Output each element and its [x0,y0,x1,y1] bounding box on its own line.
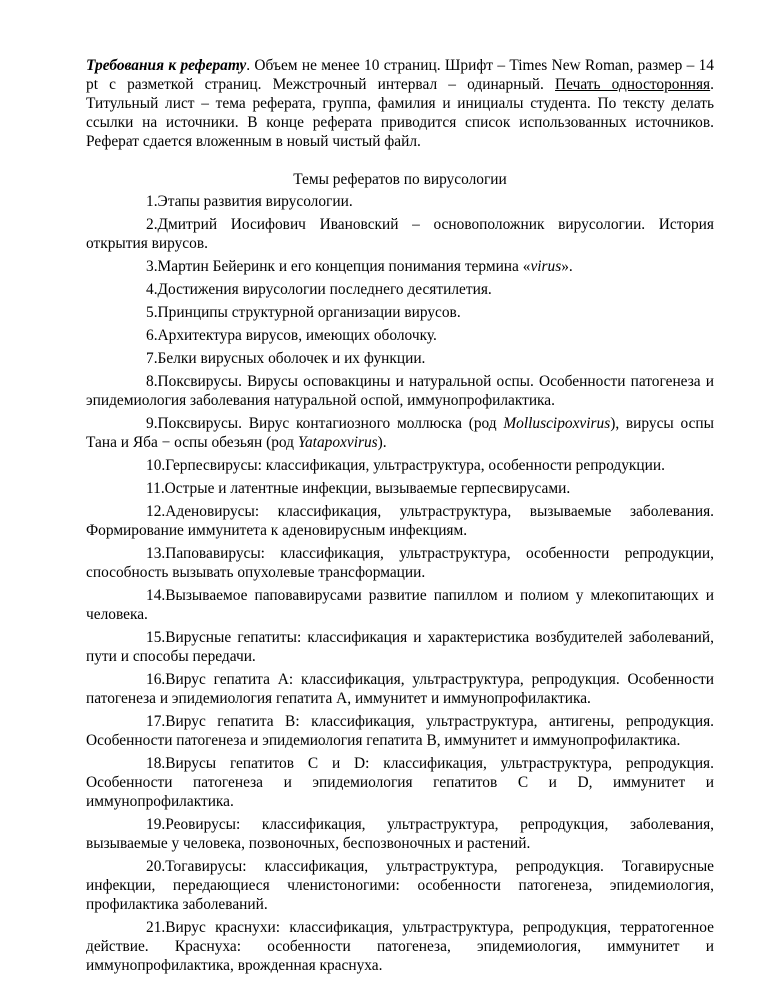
topic-text: Вирус краснухи: классификация, ультраструктура, репродукция, терратогенное действие. Краснуха: особенности патогенеза, эпидемиология, иммунитет и иммунопрофилактика, врожденная краснуха. [86,919,714,974]
topic-text: Паповавирусы: классификация, ультраструктура, особенности репродукции, способность вызывать опухолевые трансформации. [86,545,714,581]
requirements-paragraph [86,56,714,151]
topic-text: Достижения вирусологии последнего десятилетия. [157,281,492,298]
topic-text: Тогавирусы: классификация, ультраструктура, репродукция. Тогавирусные инфекции, передающиеся членистоногими: особенности патогенеза, эпидемиология, профилактика заболеваний. [86,858,714,913]
topic-number: 6. [146,327,158,344]
requirements-text-2: . Титульный лист – тема реферата, группа, фамилия и инициалы студента. По тексту делать ссылки на источники. В конце реферата приводится список использованных источников. Реферат сдается вложенным в новый чистый файл. [86,76,714,150]
topic-text: Дмитрий Иосифович Ивановский – основоположник вирусологии. История открытия вирусов. [86,216,714,252]
topic-item [86,544,714,582]
topic-text: Вирусы гепатитов С и D: классификация, ультраструктура, репродукция. Особенности патогенеза и эпидемиология гепатитов С и D, иммунитет и иммунопрофилактика. [86,755,714,810]
topic-item [86,303,714,322]
topics-title: Темы рефератов по вирусологии [293,171,507,188]
topic-number: 1. [146,193,158,210]
topics-list [86,192,714,975]
topic-item [86,586,714,624]
topic-item [86,349,714,368]
topic-text: ), вирусы оспы Тана и Яба − оспы обезьян (род [86,415,714,451]
topic-item [86,857,714,914]
topic-number: 8. [146,373,158,390]
topic-item [86,215,714,253]
topic-number: 11. [146,480,165,497]
topic-item [86,414,714,452]
topic-item [86,815,714,853]
topic-number: 21. [146,919,166,936]
topic-text: ». [561,258,573,275]
topic-number: 13. [146,545,166,562]
topic-item [86,502,714,540]
topic-text: Вирусные гепатиты: классификация и характеристика возбудителей заболеваний, пути и способы передачи. [86,629,714,665]
topic-number: 4. [146,281,158,298]
topic-number: 9. [146,415,158,432]
topic-number: 19. [146,816,166,833]
topic-number: 2. [146,216,158,233]
topic-italic: Molluscipoxvirus [503,415,611,432]
topic-item [86,479,714,498]
topic-item [86,628,714,666]
topic-item [86,670,714,708]
requirements-text-1: . Объем не менее 10 страниц. Шрифт – Times New Roman, размер – 14 pt с разметкой страниц. Межстрочный интервал – одинарный. [86,57,714,93]
topic-text: Поксвирусы. Вирусы осповакцины и натуральной оспы. Особенности патогенеза и эпидемиология заболевания натуральной оспой, иммунопрофилактика. [86,373,714,409]
topic-number: 18. [146,755,166,772]
topic-number: 10. [146,457,166,474]
topic-number: 20. [146,858,166,875]
topic-italic: Yatapoxvirus [297,434,378,451]
topic-text: Аденовирусы: классификация, ультраструктура, вызываемые заболевания. Формирование иммунитета к аденовирусным инфекциям. [86,503,714,539]
topic-item [86,257,714,276]
requirements-underlined: Печать односторонняя [555,76,711,93]
topic-text: Мартин Бейеринк и его концепция понимания термина « [157,258,531,275]
topic-number: 17. [146,713,166,730]
topic-item [86,456,714,475]
topic-text: Белки вирусных оболочек и их функции. [157,350,426,367]
topic-italic: virus [530,258,562,275]
topic-item [86,754,714,811]
topic-text: Вирус гепатита В: классификация, ультраструктура, антигены, репродукция. Особенности патогенеза и эпидемиология гепатита В, иммунитет и иммунопрофилактика. [86,713,714,749]
topic-number: 16. [146,671,166,688]
topic-number: 3. [146,258,158,275]
topic-item [86,280,714,299]
topic-text: Острые и латентные инфекции, вызываемые герпесвирусами. [164,480,571,497]
topic-item [86,712,714,750]
topic-text: Этапы развития вирусологии. [157,193,353,210]
topic-item [86,372,714,410]
topic-text: Архитектура вирусов, имеющих оболочку. [157,327,437,344]
topic-text: Принципы структурной организации вирусов. [157,304,461,321]
topic-item [86,326,714,345]
topic-number: 7. [146,350,158,367]
topic-text: ). [377,434,387,451]
topic-text: Вирус гепатита А: классификация, ультраструктура, репродукция. Особенности патогенеза и эпидемиология гепатита А, иммунитет и иммунопрофилактика. [86,671,714,707]
topic-item [86,918,714,975]
topic-number: 5. [146,304,158,321]
topic-item [86,192,714,211]
topic-text: Герпесвирусы: классификация, ультраструктура, особенности репродукции. [165,457,665,474]
topic-text: Вызываемое паповавирусами развитие папиллом и полиом у млекопитающих и человека. [86,587,714,623]
topic-number: 12. [146,503,166,520]
topic-number: 14. [146,587,166,604]
topic-text: Реовирусы: классификация, ультраструктура, репродукция, заболевания, вызываемые у человека, позвоночных, беспозвоночных и растений. [86,816,714,852]
topic-number: 15. [146,629,166,646]
requirements-heading: Требования к реферату [86,57,247,74]
topic-text: Поксвирусы. Вирус контагиозного моллюска (род [157,415,504,432]
